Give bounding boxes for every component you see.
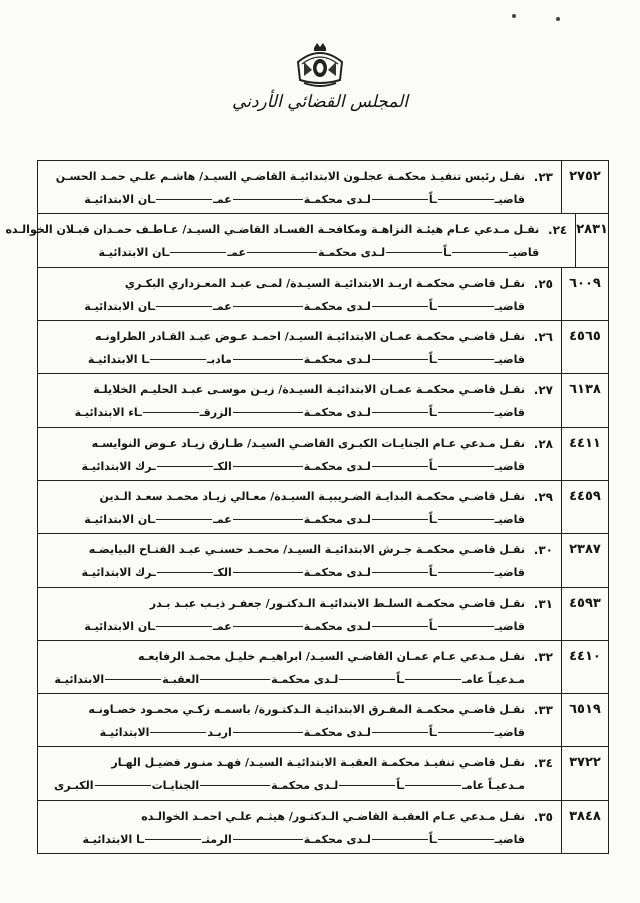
employee-code-cell: [561, 747, 608, 799]
decision-text: [48, 541, 525, 586]
kashida-stretch: [143, 412, 199, 413]
court-label: لـدى محكمـة: [271, 779, 339, 793]
table-row: [5, 214, 608, 267]
decision-text: [48, 648, 525, 693]
decision-text: [48, 435, 525, 480]
employee-code-cell: [561, 588, 608, 640]
court-city: عمـ: [213, 619, 232, 633]
item-number: ٣٢.: [533, 649, 553, 664]
kashida-stretch: [95, 785, 151, 786]
court-type: ـان الابتدائيـة: [84, 619, 156, 633]
decision-cell: [38, 161, 561, 213]
kashida-stretch: [372, 732, 428, 733]
kashida-stretch: [438, 199, 494, 200]
item-number: ٢٥.: [533, 276, 553, 291]
decision-cell: [38, 534, 561, 586]
kashida-stretch: [233, 466, 303, 467]
item-number: ٢٨.: [533, 436, 553, 451]
decision-cell: [38, 747, 561, 799]
employee-code: ٢٧٥٢: [569, 169, 601, 184]
employee-code: ٢٨٣١: [576, 222, 608, 238]
kashida-stretch: [438, 519, 494, 520]
kashida-stretch: [372, 199, 428, 200]
kashida-stretch: [145, 839, 201, 840]
item-number: ٣٤.: [533, 756, 553, 771]
table-row: [38, 694, 608, 747]
court-label: لـدى محكمـة: [303, 193, 371, 206]
new-position: [48, 777, 525, 794]
court-label: لـدى محكمـة: [303, 566, 371, 580]
kashida-stretch: [438, 839, 494, 840]
kashida-stretch: [438, 466, 494, 467]
transfer-statement: نقـل مـدعي عـام هيئـة النزاهـة ومكافحـة الفسـاد القاضـي السيـد/ عـاطـف حمـدان قبـلان الخوالـده: [5, 223, 540, 237]
kashida-stretch: [157, 572, 213, 573]
transfer-statement: نقـل قاضـي تنفيـذ محكمـة العقبـة الابتدائيـة السيـد/ فهـد منـور فضيـل الهـار: [111, 756, 525, 770]
kashida-stretch: [150, 359, 206, 360]
decision-cell: [38, 374, 561, 426]
position-suffix: ـاً: [428, 352, 437, 366]
position-suffix: ـاً: [428, 619, 437, 633]
kashida-stretch: [372, 572, 428, 573]
position-suffix: ـاً: [443, 246, 452, 260]
kashida-stretch: [233, 839, 303, 840]
kashida-stretch: [438, 359, 494, 360]
table-row: [38, 321, 608, 374]
transfer-statement: نقـل قاضـي محكمـة جـرش الابتدائيـة السيـد/ محمـد حسنـي عبـد الفتـاح البيايضـه: [88, 543, 525, 557]
position-title: مـدعيـاً عامـ: [462, 672, 525, 686]
employee-code-cell: [561, 321, 608, 373]
position-suffix: ـاً: [428, 406, 437, 420]
table-row: [38, 374, 608, 427]
transfer-statement: نقـل مـدعي عـام عمـان القاضـي السيـد/ ابراهيـم خليـل محمـد الرفايعـه: [137, 649, 525, 663]
court-label: لـدى محكمـة: [303, 512, 371, 526]
item-number: ٣٣.: [533, 703, 553, 718]
position-title: قاضيـ: [494, 619, 525, 633]
kashida-stretch: [372, 519, 428, 520]
position-suffix: ـاً: [428, 726, 437, 740]
position-suffix: ـاً: [396, 779, 405, 793]
court-city: الكـ: [213, 566, 232, 580]
court-label: لـدى محكمـة: [303, 726, 371, 740]
position-suffix: ـاً: [428, 299, 437, 313]
transfer-statement: نقـل قاضـي محكمـة عمـان الابتدائيـة السيـد/ احمـد عـوض عبـد القـادر الطراونـه: [95, 329, 525, 343]
court-city: عمـ: [213, 512, 232, 526]
kashida-stretch: [405, 785, 461, 786]
employee-code-cell: [561, 428, 608, 480]
court-label: لـدى محكمـة: [303, 459, 371, 473]
decision-cell: [38, 481, 561, 533]
court-city: الزرقـ: [199, 406, 232, 420]
decision-text: [48, 381, 525, 426]
kashida-stretch: [233, 359, 303, 360]
decision-cell: [38, 588, 561, 640]
decision-text: [5, 221, 539, 266]
court-type: الابتدائيـة: [99, 726, 150, 740]
court-label: لـدى محكمـة: [303, 299, 371, 313]
kashida-stretch: [372, 839, 428, 840]
transfer-statement: نقـل مـدعي عـام الجنايـات الكبـرى القاضـي السيـد/ طـارق زيـاد عـوض النوايسـه: [91, 436, 525, 450]
decision-text: [48, 808, 525, 853]
kashida-stretch: [372, 412, 428, 413]
new-position: [48, 618, 525, 635]
kashida-stretch: [233, 306, 303, 307]
position-title: قاضيـ: [494, 566, 525, 580]
decision-text: [48, 275, 525, 320]
kashida-stretch: [233, 412, 303, 413]
new-position: [48, 404, 525, 421]
court-label: لـدى محكمـة: [303, 406, 371, 420]
court-label: لـدى محكمـة: [271, 672, 339, 686]
kashida-stretch: [386, 252, 442, 253]
court-type: ـان الابتدائيـة: [84, 512, 156, 526]
court-type: ـرك الابتدائيـة: [81, 459, 156, 473]
employee-code-cell: [561, 641, 608, 693]
item-number: ٢٣.: [533, 170, 553, 184]
kashida-stretch: [452, 252, 508, 253]
new-position: [48, 511, 525, 528]
employee-code: ٤٥٦٥: [569, 328, 601, 344]
employee-code: ٦٥١٩: [569, 702, 601, 718]
court-type: ـاء الابتدائيـة: [74, 406, 142, 420]
position-suffix: ـاً: [428, 459, 437, 473]
employee-code-cell: [561, 268, 608, 320]
new-position: [48, 564, 525, 581]
new-position: [48, 831, 525, 848]
transfer-statement: نقـل قاضـي محكمـة اربـد الابتدائيـة السيـدة/ لمـى عبـد المعـزداري البكـري: [124, 276, 525, 290]
position-title: قاضيـ: [494, 512, 525, 526]
table-row: [38, 161, 608, 214]
position-title: قاضيـ: [494, 459, 525, 473]
employee-code: ٤٤١١: [569, 435, 601, 451]
court-type: ـا الابتدائيـة: [87, 352, 150, 366]
kashida-stretch: [233, 199, 303, 200]
employee-code-cell: [561, 161, 608, 213]
court-label: لـدى محكمـة: [303, 619, 371, 633]
position-title: قاضيـ: [494, 299, 525, 313]
court-type: ـان الابتدائيـة: [98, 246, 170, 260]
court-type: ـرك الابتدائيـة: [81, 566, 156, 580]
court-type: ـا الابتدائيـة: [82, 832, 144, 846]
transfers-table: [5, 160, 609, 854]
transfer-statement: نقـل قاضـي محكمـة عمـان الابتدائيـة السيـدة/ زيـن موسـى عبـد الحليـم الخلايلـة: [93, 383, 525, 397]
decision-text: [48, 754, 525, 799]
kashida-stretch: [170, 252, 226, 253]
court-city: عمـ: [213, 193, 232, 206]
court-label: لـدى محكمـة: [318, 246, 386, 260]
decision-cell: [38, 321, 561, 373]
court-city: عمـ: [227, 246, 247, 260]
item-number: ٣٠.: [533, 543, 553, 558]
kashida-stretch: [372, 626, 428, 627]
transfer-statement: نقـل رئيس تنفيـذ محكمـة عجلـون الابتدائيـة القاضـي السيـد/ هاشـم علـي حمـد الحسـن: [55, 170, 525, 183]
decision-cell: [38, 694, 561, 746]
kashida-stretch: [233, 732, 303, 733]
kashida-stretch: [233, 626, 303, 627]
position-title: قاضيـ: [494, 352, 525, 366]
item-number: ٢٩.: [533, 489, 553, 504]
court-label: لـدى محكمـة: [303, 352, 371, 366]
kashida-stretch: [438, 572, 494, 573]
kashida-stretch: [156, 199, 212, 200]
kashida-stretch: [157, 466, 213, 467]
employee-code: ٤٤٥٩: [569, 488, 601, 504]
position-title: قاضيـ: [494, 832, 525, 846]
employee-code-cell: [561, 481, 608, 533]
decision-cell: [38, 641, 561, 693]
employee-code: ٣٧٢٢: [569, 755, 601, 771]
council-name: المجلس القضائي الأردني: [232, 92, 408, 112]
transfer-statement: نقـل قاضـي محكمـة المفـرق الابتدائيـة الـدكتـورة/ باسمـه زكـي محمـود خصـاونـه: [88, 703, 525, 717]
decision-text: [48, 701, 525, 746]
kashida-stretch: [247, 252, 317, 253]
decision-text: [48, 168, 525, 213]
employee-code-cell: [561, 374, 608, 426]
position-title: قاضيـ: [494, 193, 525, 206]
new-position: [48, 458, 525, 475]
kashida-stretch: [200, 785, 270, 786]
position-title: قاضيـ: [494, 726, 525, 740]
kashida-stretch: [105, 679, 161, 680]
position-suffix: ـاً: [396, 672, 405, 686]
table-row: [38, 428, 608, 481]
table-row: [38, 534, 608, 587]
employee-code: ٤٤١٠: [569, 648, 601, 664]
new-position: [5, 244, 539, 261]
position-suffix: ـاً: [428, 512, 437, 526]
scan-speck: [512, 14, 516, 18]
decision-text: [48, 595, 525, 640]
transfer-statement: نقـل قاضـي محكمـة البدايـة الضـريبيـة السيـدة/ معـالي زيـاد محمـد سعـد الـدين: [99, 489, 525, 503]
position-title: قاضيـ: [494, 406, 525, 420]
employee-code-cell: [561, 534, 608, 586]
kashida-stretch: [150, 732, 206, 733]
kashida-stretch: [438, 306, 494, 307]
kashida-stretch: [156, 626, 212, 627]
court-type: الكبـرى: [54, 779, 94, 793]
court-city: مادبـ: [207, 352, 232, 366]
court-city: العقبـة: [162, 672, 200, 686]
court-city: الرمثـ: [201, 832, 232, 846]
kashida-stretch: [438, 732, 494, 733]
new-position: [48, 191, 525, 208]
position-suffix: ـاً: [428, 832, 437, 846]
court-city: الجنايـات: [151, 779, 200, 793]
employee-code: ٢٣٨٧: [569, 542, 601, 558]
decision-text: [48, 488, 525, 533]
decision-cell: [0, 214, 575, 266]
position-suffix: ـاً: [428, 566, 437, 580]
kashida-stretch: [372, 306, 428, 307]
table-row: [38, 747, 608, 800]
employee-code: ٤٥٩٣: [569, 595, 601, 611]
employee-code: ٦١٣٨: [569, 382, 601, 398]
court-city: اربـد: [207, 726, 232, 740]
kashida-stretch: [372, 466, 428, 467]
court-type: الابتدائيـة: [54, 672, 105, 686]
employee-code-cell: [561, 694, 608, 746]
kashida-stretch: [405, 679, 461, 680]
employee-code-cell: [575, 214, 608, 266]
new-position: [48, 298, 525, 315]
court-label: لـدى محكمـة: [303, 832, 371, 846]
kashida-stretch: [438, 626, 494, 627]
jordan-coat-of-arms-icon: [290, 40, 350, 90]
item-number: ٢٦.: [533, 329, 553, 344]
kashida-stretch: [233, 519, 303, 520]
decision-cell: [38, 268, 561, 320]
position-suffix: ـاً: [428, 193, 437, 206]
court-type: ـان الابتدائيـة: [84, 299, 156, 313]
transfer-statement: نقـل مـدعي عـام العقبـة القاضـي الـدكتـور/ هيثـم علـي احمـد الخوالـده: [141, 809, 525, 823]
new-position: [48, 671, 525, 688]
table-row: [38, 641, 608, 694]
decision-cell: [38, 428, 561, 480]
table-row: [38, 588, 608, 641]
item-number: ٣٥.: [533, 809, 553, 824]
table-row: [38, 268, 608, 321]
item-number: ٢٧.: [533, 383, 553, 398]
kashida-stretch: [233, 572, 303, 573]
table-row: [38, 801, 608, 853]
transfer-statement: نقـل قاضـي محكمـة السلـط الابتدائيـة الـدكتـور/ جعفـر ذيـب عبـد بـدر: [149, 596, 525, 610]
kashida-stretch: [438, 412, 494, 413]
court-city: عمـ: [213, 299, 232, 313]
item-number: ٢٤.: [548, 223, 568, 238]
decision-text: [48, 328, 525, 373]
scan-speck: [556, 17, 560, 21]
new-position: [48, 351, 525, 368]
kashida-stretch: [372, 359, 428, 360]
court-type: ـان الابتدائيـة: [84, 193, 156, 206]
table-row: [38, 481, 608, 534]
new-position: [48, 724, 525, 741]
employee-code: ٣٨٤٨: [569, 808, 601, 824]
employee-code: ٦٠٠٩: [569, 275, 601, 291]
kashida-stretch: [339, 785, 395, 786]
item-number: ٣١.: [533, 596, 553, 611]
position-title: مـدعيـاً عامـ: [462, 779, 525, 793]
employee-code-cell: [561, 801, 608, 853]
position-title: قاضيـ: [509, 246, 540, 260]
court-city: الكـ: [213, 459, 232, 473]
decision-cell: [38, 801, 561, 853]
letterhead: [0, 40, 640, 120]
kashida-stretch: [200, 679, 270, 680]
kashida-stretch: [339, 679, 395, 680]
kashida-stretch: [156, 519, 212, 520]
kashida-stretch: [156, 306, 212, 307]
